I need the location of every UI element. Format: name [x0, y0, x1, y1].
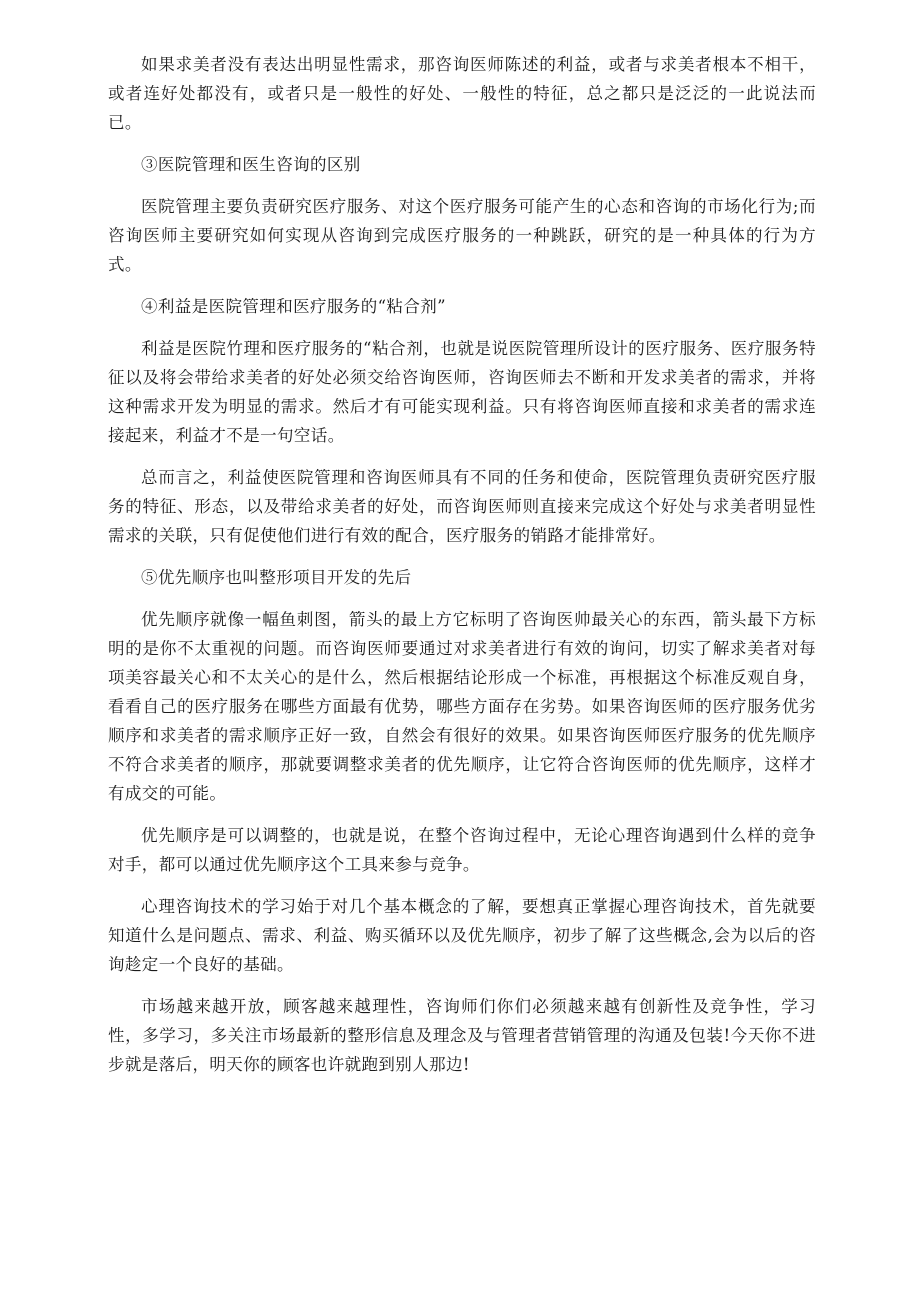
section-heading-4: ④利益是医院管理和医疗服务的“粘合剂”	[141, 297, 446, 316]
paragraph-6: 优先顺序是可以调整的，也就是说，在整个咨询过程中，无论心理咨询遇到什么样的竞争对手，都可以通过优先顺序这个工具来参与竞争。	[108, 826, 816, 874]
document-page	[108, 50, 816, 1092]
paragraph-5: 优先顺序就像一幅鱼刺图，箭头的最上方它标明了咨询医帅最关心的东西，箭头最下方标明的是你不太重视的问题。而咨询医师要通过对求美者进行有效的询问，切实了解求美者对每项美容最关心和不太关心的是什么，然后根据结论形成一个标准，再根据这个标准反观自身，看看自己的医疗服务在哪些方面最有优势，哪些方面存在劣势。如果咨询医师的医疗服务优劣顺序和求美者的需求顺序正好一致，自然会有很好的效果。如果咨询医师医疗服务的优先顺序不符合求美者的顺序，那就要调整求美者的优先顺序，让它符合咨询医师的优先顺序，这样才有成交的可能。	[108, 610, 816, 803]
paragraph-2: 医院管理主要负责研究医疗服务、对这个医疗服务可能产生的心态和咨询的市场化行为;而咨询医师主要研究如何实现从咨询到完成医疗服务的一种跳跃，研究的是一种具体的行为方式。	[108, 197, 816, 274]
paragraph-4: 总而言之，利益使医院管理和咨询医师具有不同的任务和使命，医院管理负责研究医疗服务的特征、形态，以及带给求美者的好处，而咨询医师则直接来完成这个好处与求美者明显性需求的关联，只有促使他们进行有效的配合，医疗服务的销路才能排常好。	[108, 468, 816, 545]
paragraph-7: 心理咨询技术的学习始于对几个基本概念的了解，要想真正掌握心理咨询技术，首先就要知道什么是问题点、需求、利益、购买循环以及优先顺序，初步了解了这些概念,会为以后的咨询趁定一个良好的基础。	[108, 897, 816, 974]
paragraph-8: 市场越来越开放，顾客越来越理性，咨询师们你们必须越来越有创新性及竞争性，学习性，多学习，多关注市场最新的整形信息及理念及与管理者营销管理的沟通及包装!今天你不进步就是落后，明天你的顾客也许就跑到别人那边!	[108, 997, 816, 1074]
section-heading-5: ⑤优先顺序也叫整形项目开发的先后	[141, 568, 412, 587]
section-heading-3: ③医院管理和医生咨询的区别	[141, 155, 361, 174]
paragraph-3: 利益是医院竹理和医疗服务的“粘合剂，也就是说医院管理所设计的医疗服务、医疗服务特征以及将会带给求美者的好处必须交给咨询医师，咨询医师去不断和开发求美者的需求，并将这种需求开发为明显的需求。然后才有可能实现利益。只有将咨询医师直接和求美者的需求连接起来，利益才不是一句空话。	[108, 339, 816, 445]
paragraph-1: 如果求美者没有表达出明显性需求，那咨询医师陈述的利益，或者与求美者根本不相干，或者连好处都没有，或者只是一般性的好处、一般性的特征，总之都只是泛泛的一此说法而已。	[108, 55, 816, 132]
